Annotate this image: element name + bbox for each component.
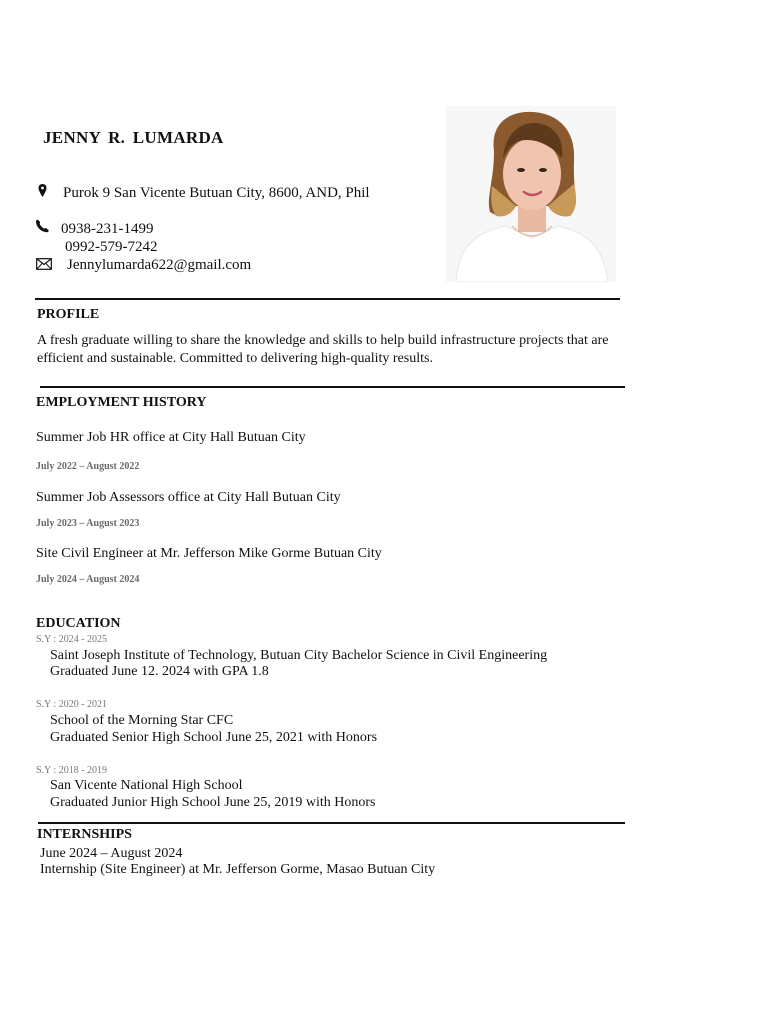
email-address: Jennylumarda622@gmail.com: [67, 257, 252, 273]
applicant-name: JENNY R. LUMARDA: [43, 128, 224, 147]
envelope-icon: [36, 257, 52, 275]
section-divider: [35, 298, 620, 300]
phone-secondary: 0992-579-7242: [65, 239, 158, 255]
internship-dates: June 2024 – August 2024: [40, 846, 183, 861]
internships-heading: INTERNSHIPS: [37, 827, 132, 842]
profile-summary-line-1: A fresh graduate willing to share the knowledge and skills to help build infrastructure projects that are: [37, 333, 609, 348]
job-title: Summer Job HR office at City Hall Butuan City: [36, 430, 306, 445]
school-name: San Vicente National High School: [50, 778, 243, 793]
education-heading: EDUCATION: [36, 616, 121, 631]
job-title: Site Civil Engineer at Mr. Jefferson Mike Gorme Butuan City: [36, 546, 382, 561]
profile-summary-line-2: efficient and sustainable. Committed to delivering high-quality results.: [37, 351, 433, 366]
phone-icon: [35, 219, 51, 238]
internship-description: Internship (Site Engineer) at Mr. Jefferson Gorme, Masao Butuan City: [40, 862, 436, 877]
job-dates: July 2022 – August 2022: [36, 461, 140, 472]
job-dates: July 2024 – August 2024: [36, 574, 140, 585]
graduation-detail: Graduated June 12. 2024 with GPA 1.8: [50, 664, 269, 679]
job-title: Summer Job Assessors office at City Hall Butuan City: [36, 490, 341, 505]
section-divider: [38, 822, 625, 824]
school-year: S.Y : 2020 - 2021: [36, 699, 108, 710]
school-year: S.Y : 2018 - 2019: [36, 765, 108, 776]
address: Purok 9 San Vicente Butuan City, 8600, AND, Phil: [63, 185, 370, 201]
school-name: Saint Joseph Institute of Technology, Butuan City Bachelor Science in Civil Engineering: [50, 648, 548, 663]
graduation-detail: Graduated Junior High School June 25, 2019 with Honors: [50, 795, 376, 810]
school-year: S.Y : 2024 - 2025: [36, 634, 108, 645]
location-pin-icon: [38, 184, 47, 202]
graduation-detail: Graduated Senior High School June 25, 2021 with Honors: [50, 730, 378, 745]
profile-heading: PROFILE: [37, 307, 100, 322]
employment-heading: EMPLOYMENT HISTORY: [36, 395, 207, 410]
profile-photo: [446, 106, 616, 282]
phone-primary: 0938-231-1499: [61, 221, 154, 237]
section-divider: [40, 386, 625, 388]
school-name: School of the Morning Star CFC: [50, 713, 234, 728]
job-dates: July 2023 – August 2023: [36, 518, 140, 529]
